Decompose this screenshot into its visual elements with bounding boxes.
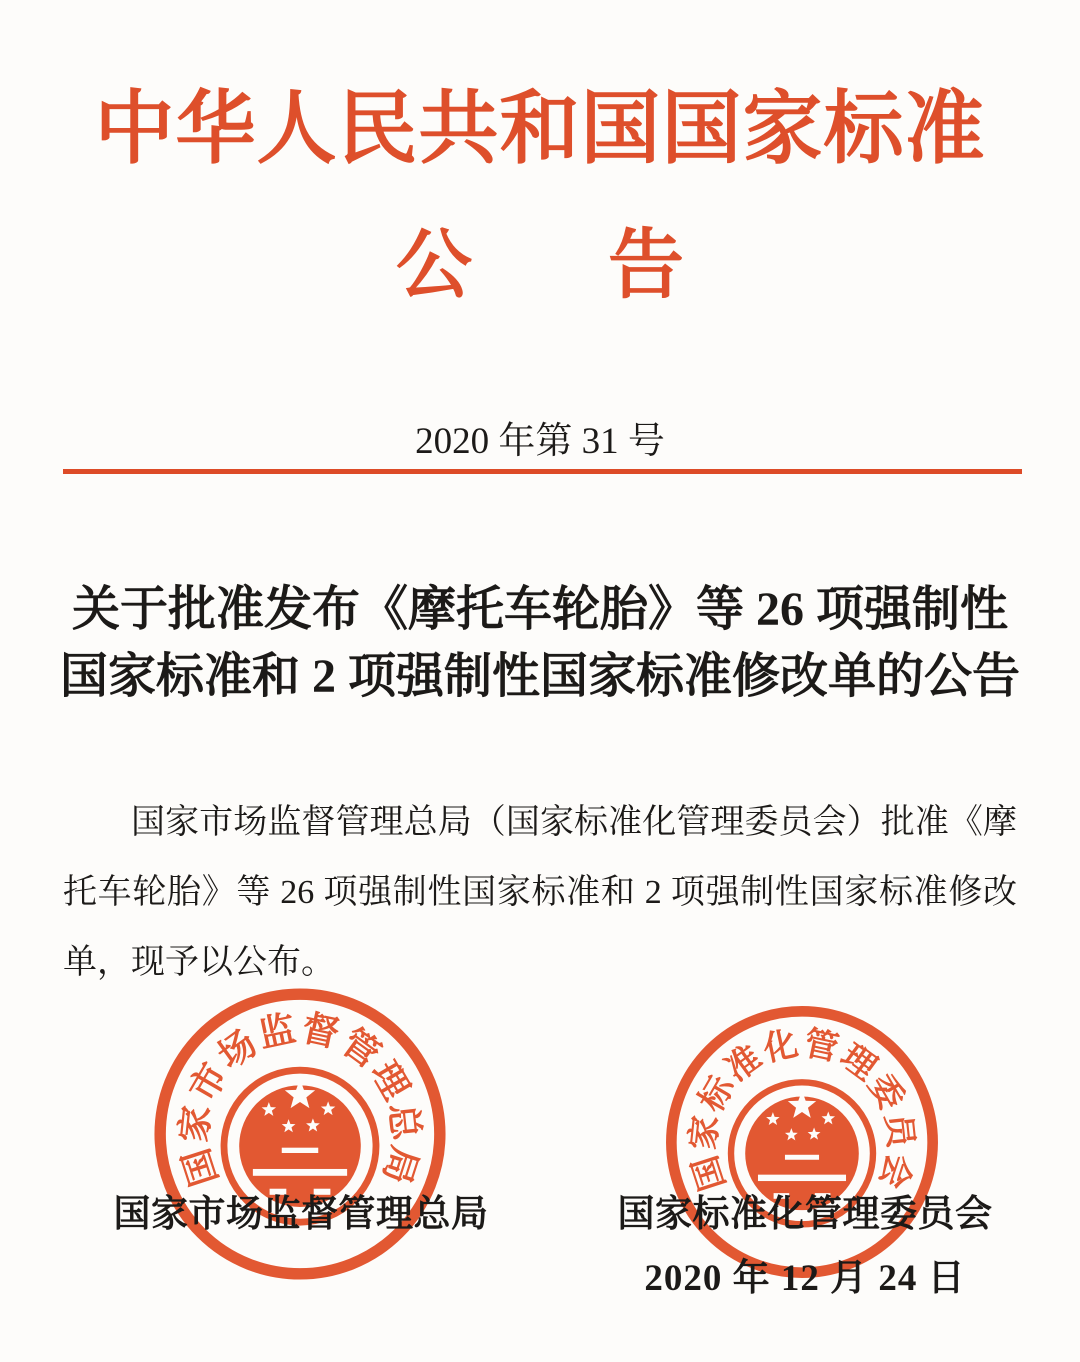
signing-org-right: 国家标准化管理委员会 — [617, 1194, 993, 1235]
seal-arc-text-right: 国家标准化管理委员会 — [685, 1025, 919, 1195]
notice-heading — [40, 576, 1040, 710]
gate-platform — [758, 1175, 846, 1181]
signing-date: 2020 年 12 月 24 日 — [644, 1258, 966, 1299]
gate-lintel — [785, 1155, 819, 1160]
seal-arc-text-left: 国家市场监督管理总局 — [172, 1006, 428, 1192]
subtitle-char-gao: 告 — [608, 224, 684, 308]
document-number: 2020 年第 31 号 — [415, 421, 665, 462]
gate-platform — [253, 1169, 347, 1176]
notice-body-paragraph: 国家市场监督管理总局（国家标准化管理委员会）批准《摩托车轮胎》等 26 项强制性国家标准和 2 项强制性国家标准修改单，现予以公布。 — [63, 804, 1017, 981]
notice-heading-line2: 国家标准和 2 项强制性国家标准修改单的公告 — [59, 650, 1020, 703]
announcement-subtitle — [0, 204, 1080, 313]
official-seal-left — [148, 982, 452, 1286]
official-seal-right — [660, 1000, 944, 1284]
notice-heading-line1: 关于批准发布《摩托车轮胎》等 26 项强制性 — [71, 583, 1008, 636]
gate-lintel — [282, 1148, 318, 1153]
page-title: 中华人民共和国国家标准 — [94, 86, 986, 174]
red-divider-rule — [63, 469, 1022, 474]
subtitle-char-gong: 公 — [396, 224, 472, 308]
signing-org-left: 国家市场监督管理总局 — [113, 1194, 489, 1235]
